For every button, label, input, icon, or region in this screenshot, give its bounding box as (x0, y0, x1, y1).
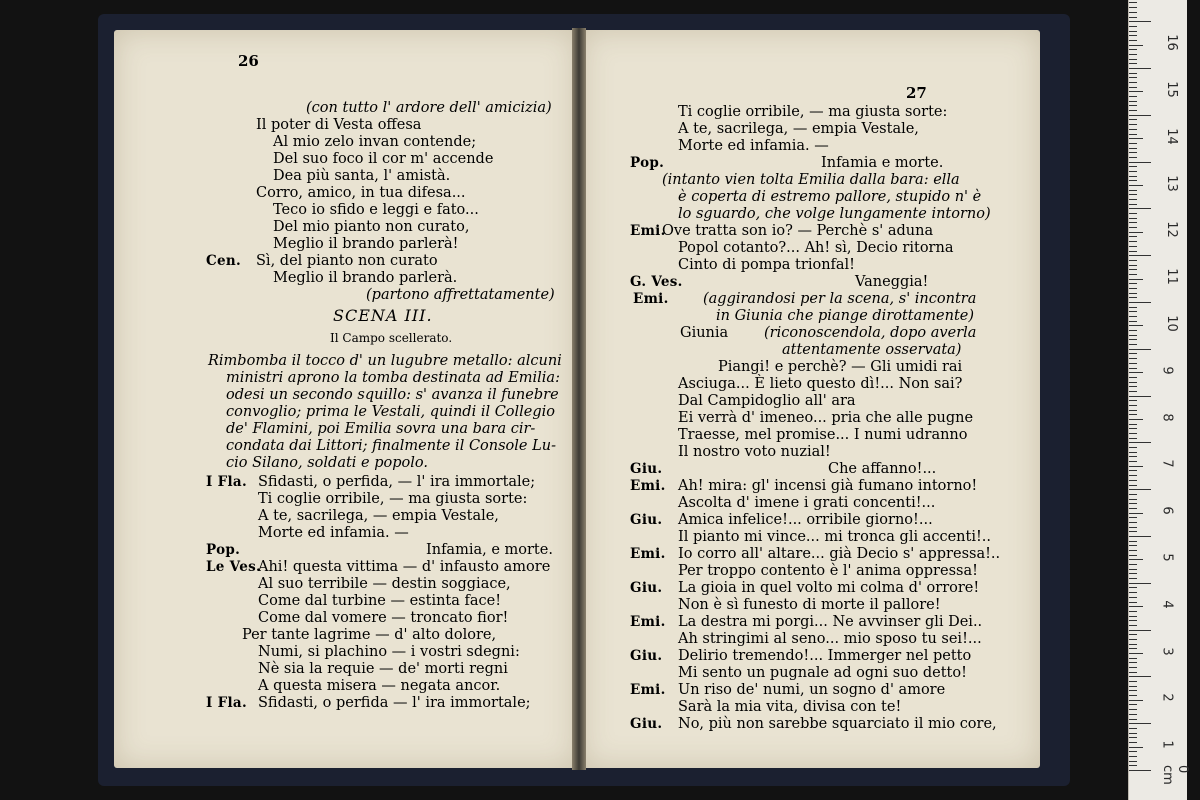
ruler-tick (1129, 21, 1151, 22)
ruler-tick (1129, 353, 1137, 354)
ruler-tick (1129, 709, 1137, 710)
speaker-label: Cen. (206, 253, 242, 269)
ruler-tick (1129, 330, 1137, 331)
ruler-tick (1129, 2, 1137, 3)
ruler-tick (1129, 690, 1137, 691)
ruler-tick (1129, 265, 1137, 266)
text-line: Cinto di pompa trionfal! (678, 257, 856, 273)
ruler-tick (1129, 475, 1137, 476)
ruler-tick (1129, 550, 1137, 551)
ruler-label: 8 (1159, 412, 1175, 422)
text-line: Teco io sfido e leggi e fato... (273, 202, 479, 218)
ruler-tick (1129, 625, 1137, 626)
ruler-tick (1129, 704, 1137, 705)
text-line: (riconoscendola, dopo averla (764, 325, 977, 341)
text-line: Giunia (680, 325, 729, 341)
scene-setting: Il Campo scellerato. (330, 331, 453, 345)
speaker-label: Emi. (630, 682, 666, 698)
ruler-tick (1129, 166, 1137, 167)
ruler-tick (1129, 386, 1137, 387)
ruler-tick (1129, 494, 1137, 495)
ruler-tick (1129, 545, 1137, 546)
text-line: Al suo terribile — destin soggiace, (258, 576, 511, 592)
speaker-label: Emi. (630, 223, 666, 239)
text-line: Per tante lagrime — d' alto dolore, (242, 627, 497, 643)
ruler-tick (1129, 686, 1137, 687)
ruler-tick (1129, 639, 1137, 640)
ruler-tick (1129, 17, 1137, 18)
ruler-tick (1129, 442, 1151, 443)
text-line: Come dal vomere — troncato fior! (258, 610, 509, 626)
text-line: Asciuga... È lieto questo dì!... Non sai? (678, 376, 963, 392)
ruler-tick (1129, 40, 1137, 41)
ruler-tick (1129, 648, 1137, 649)
text-line: convoglio; prima le Vestali, quindi il Collegio (226, 404, 556, 420)
ruler-tick (1129, 232, 1143, 233)
ruler-label: 1 (1159, 740, 1175, 749)
ruler-tick (1129, 96, 1137, 97)
ruler-tick (1129, 527, 1137, 528)
ruler-tick (1129, 344, 1137, 345)
ruler-tick (1129, 672, 1137, 673)
text-line: Corro, amico, in tua difesa... (256, 185, 466, 201)
ruler-tick (1129, 208, 1151, 209)
ruler-tick (1129, 737, 1137, 738)
text-line: Meglio il brando parlerà! (273, 236, 459, 252)
text-line: Ti coglie orribile, — ma giusta sorte: (678, 104, 948, 120)
ruler-tick (1129, 251, 1137, 252)
speaker-label: Giu. (630, 648, 663, 664)
ruler-tick (1129, 541, 1137, 542)
ruler-tick (1129, 719, 1137, 720)
ruler-tick (1129, 765, 1137, 766)
speaker-label: Giu. (630, 580, 663, 596)
ruler-tick (1129, 148, 1137, 149)
ruler-tick (1129, 480, 1137, 481)
speaker-label: Emi. (630, 546, 666, 562)
ruler-label: 13 (1163, 174, 1179, 192)
ruler-tick (1129, 279, 1143, 280)
ruler-tick (1129, 26, 1137, 27)
ruler-tick (1129, 513, 1143, 514)
ruler-label: 16 (1163, 34, 1179, 51)
right-page-number: 27 (906, 84, 927, 102)
ruler-tick (1129, 616, 1137, 617)
ruler-tick (1129, 555, 1137, 556)
ruler-tick (1129, 68, 1151, 69)
ruler-label: 9 (1159, 366, 1175, 375)
scene-title: SCENA III. (333, 306, 433, 325)
ruler-tick (1129, 770, 1151, 771)
ruler-tick (1129, 372, 1143, 373)
ruler-tick (1129, 321, 1137, 322)
text-line: Io corro all' altare... già Decio s' appressa!.. (678, 546, 1001, 562)
text-line: La destra mi porgi... Ne avvinser gli Dei.. (678, 614, 983, 630)
ruler-tick (1129, 382, 1137, 383)
ruler-tick (1129, 222, 1137, 223)
ruler-tick (1129, 274, 1137, 275)
ruler-tick (1129, 410, 1137, 411)
ruler-tick (1129, 405, 1137, 406)
ruler-tick (1129, 653, 1143, 654)
ruler-tick (1129, 447, 1137, 448)
text-line: Ove tratta son io? — Perchè s' aduna (662, 223, 934, 239)
ruler-tick (1129, 728, 1137, 729)
text-line: (con tutto l' ardore dell' amicizia) (306, 100, 552, 116)
ruler-tick (1129, 269, 1137, 270)
ruler-tick (1129, 747, 1143, 748)
ruler-tick (1129, 583, 1151, 584)
ruler-label: 10 (1163, 315, 1179, 332)
ruler-tick (1129, 283, 1137, 284)
text-line: Morte ed infamia. — (678, 138, 829, 154)
text-line: ministri aprono la tomba destinata ad Emilia: (226, 370, 560, 386)
ruler-tick (1129, 667, 1137, 668)
text-line: Del mio pianto non curato, (273, 219, 470, 235)
speaker-label: I Fla. (206, 695, 247, 711)
text-line: (aggirandosi per la scena, s' incontra (703, 291, 977, 307)
ruler-tick (1129, 634, 1137, 635)
ruler-tick (1129, 611, 1137, 612)
speaker-label: Giu. (630, 512, 663, 528)
ruler-tick (1129, 358, 1137, 359)
ruler-tick (1129, 63, 1137, 64)
ruler-label: 0 cm (1160, 765, 1190, 785)
ruler-tick (1129, 35, 1137, 36)
speaker-label: I Fla. (206, 474, 247, 490)
ruler-tick (1129, 246, 1137, 247)
text-line: Infamia, e morte. (426, 542, 553, 558)
ruler-tick (1129, 87, 1137, 88)
ruler-tick (1129, 522, 1137, 523)
ruler-tick (1129, 45, 1143, 46)
text-line: Un riso de' numi, un sogno d' amore (678, 682, 946, 698)
ruler-tick (1129, 377, 1137, 378)
text-line: Morte ed infamia. — (258, 525, 409, 541)
ruler-tick (1129, 12, 1137, 13)
ruler-tick (1129, 587, 1137, 588)
ruler-tick (1129, 157, 1137, 158)
text-line: attentamente osservata) (782, 342, 962, 358)
ruler-label: 5 (1159, 553, 1175, 562)
ruler-label: 2 (1159, 693, 1175, 703)
text-line: Ahi! questa vittima — d' infausto amore (258, 559, 551, 575)
speaker-label: G. Ves. (630, 274, 683, 290)
ruler-label: 11 (1163, 268, 1179, 285)
ruler-tick (1129, 700, 1143, 701)
text-line: lo sguardo, che volge lungamente intorno) (678, 206, 991, 222)
ruler-tick (1129, 396, 1151, 397)
text-line: Del suo foco il cor m' accende (273, 151, 494, 167)
text-line: Popol cotanto?... Ah! sì, Decio ritorna (678, 240, 954, 256)
ruler-tick (1129, 115, 1151, 116)
ruler-tick (1129, 751, 1137, 752)
ruler-tick (1129, 54, 1137, 55)
ruler-tick (1129, 742, 1137, 743)
ruler-label: 3 (1159, 646, 1175, 656)
text-line: Non è sì funesto di morte il pallore! (678, 597, 941, 613)
ruler-tick (1129, 592, 1137, 593)
ruler-tick (1129, 162, 1151, 163)
text-line: Piangi! e perchè? — Gli umidi rai (718, 359, 963, 375)
text-line: è coperta di estremo pallore, stupido n' è (678, 189, 982, 205)
ruler-tick (1129, 325, 1143, 326)
ruler-tick (1129, 695, 1137, 696)
ruler-tick (1129, 564, 1137, 565)
ruler-tick (1129, 134, 1137, 135)
ruler-tick (1129, 49, 1137, 50)
speaker-label: Emi. (633, 291, 669, 307)
text-line: Sarà la mia vita, divisa con te! (678, 699, 902, 715)
speaker-label: Giu. (630, 461, 663, 477)
ruler-label: 6 (1159, 506, 1175, 515)
ruler-tick (1129, 644, 1137, 645)
ruler-tick (1129, 213, 1137, 214)
speaker-label: Le Ves. (206, 559, 262, 575)
ruler-tick (1129, 339, 1137, 340)
ruler-tick (1129, 176, 1137, 177)
text-line: Vaneggia! (855, 274, 929, 290)
ruler-tick (1129, 227, 1137, 228)
ruler-tick (1129, 733, 1137, 734)
ruler-label: 12 (1163, 221, 1179, 239)
ruler-tick (1129, 676, 1151, 677)
left-page-number: 26 (238, 52, 259, 70)
ruler-tick (1129, 255, 1151, 256)
ruler-tick (1129, 714, 1137, 715)
ruler-tick (1129, 414, 1137, 415)
ruler-tick (1129, 349, 1151, 350)
ruler-tick (1129, 452, 1137, 453)
text-line: in Giunia che piange dirottamente) (716, 308, 975, 324)
ruler-tick (1129, 185, 1143, 186)
text-line: Rimbomba il tocco d' un lugubre metallo: alcuni (208, 353, 562, 369)
ruler-tick (1129, 400, 1137, 401)
ruler-tick (1129, 662, 1137, 663)
text-line: Traesse, mel promise... I numi udranno (678, 427, 968, 443)
ruler-tick (1129, 91, 1143, 92)
ruler-tick (1129, 606, 1143, 607)
ruler-tick (1129, 461, 1137, 462)
ruler-tick (1129, 31, 1137, 32)
ruler-tick (1129, 433, 1137, 434)
text-line: Dal Campidoglio all' ara (678, 393, 856, 409)
ruler-tick (1129, 288, 1137, 289)
ruler-tick (1129, 7, 1137, 8)
text-line: condata dai Littori; finalmente il Console Lu- (226, 438, 556, 454)
text-line: Che affanno!... (828, 461, 937, 477)
ruler-tick (1129, 681, 1137, 682)
ruler-tick (1129, 82, 1137, 83)
text-line: Amica infelice!... orribile giorno!... (678, 512, 933, 528)
speaker-label: Emi. (630, 614, 666, 630)
ruler-tick (1129, 630, 1151, 631)
speaker-label: Pop. (630, 155, 665, 171)
ruler-tick (1129, 101, 1137, 102)
text-line: Dea più santa, l' amistà. (273, 168, 451, 184)
text-line: Ei verrà d' imeneo... pria che alle pugne (678, 410, 974, 426)
ruler-tick (1129, 723, 1151, 724)
ruler-tick (1129, 293, 1137, 294)
ruler-tick (1129, 424, 1137, 425)
text-line: La gioia in quel volto mi colma d' orrore! (678, 580, 980, 596)
ruler-tick (1129, 194, 1137, 195)
ruler-tick (1129, 199, 1137, 200)
ruler-tick (1129, 138, 1143, 139)
ruler-tick (1129, 428, 1137, 429)
text-line: Nè sia la requie — de' morti regni (258, 661, 508, 677)
ruler-tick (1129, 119, 1137, 120)
ruler-tick (1129, 307, 1137, 308)
text-line: Sì, del pianto non curato (256, 253, 438, 269)
text-line: cio Silano, soldati e popolo. (226, 455, 428, 471)
text-line: Meglio il brando parlerà. (273, 270, 458, 286)
ruler-tick (1129, 218, 1137, 219)
text-line: Come dal turbine — estinta face! (258, 593, 502, 609)
text-line: Il poter di Vesta offesa (256, 117, 422, 133)
ruler-tick (1129, 236, 1137, 237)
ruler-tick (1129, 311, 1137, 312)
text-line: Al mio zelo invan contende; (273, 134, 477, 150)
ruler-tick (1129, 190, 1137, 191)
ruler-tick (1129, 171, 1137, 172)
text-line: A te, sacrilega, — empia Vestale, (678, 121, 919, 137)
ruler-tick (1129, 620, 1137, 621)
ruler-tick (1129, 152, 1137, 153)
ruler-tick (1129, 531, 1137, 532)
ruler-tick (1129, 756, 1137, 757)
ruler-tick (1129, 73, 1137, 74)
ruler-tick (1129, 658, 1137, 659)
ruler-tick (1129, 761, 1137, 762)
text-line: odesi un secondo squillo: s' avanza il funebre (226, 387, 559, 403)
ruler-tick (1129, 105, 1137, 106)
book-gutter (572, 28, 586, 770)
text-line: Ascolta d' imene i grati concenti!... (678, 495, 936, 511)
ruler-tick (1129, 204, 1137, 205)
ruler-tick (1129, 129, 1137, 130)
text-line: Sfidasti, o perfida — l' ira immortale; (258, 695, 531, 711)
ruler-tick (1129, 302, 1151, 303)
ruler-tick (1129, 391, 1137, 392)
ruler-label: 7 (1159, 459, 1175, 469)
ruler-tick (1129, 438, 1137, 439)
text-line: Infamia e morte. (821, 155, 944, 171)
text-line: Ti coglie orribile, — ma giusta sorte: (258, 491, 528, 507)
text-line: Ah stringimi al seno... mio sposo tu sei!... (678, 631, 982, 647)
ruler-label: 15 (1163, 81, 1179, 98)
text-line: de' Flamini, poi Emilia sovra una bara cir- (226, 421, 536, 437)
ruler-tick (1129, 143, 1137, 144)
ruler-label: 4 (1159, 600, 1175, 609)
ruler-tick (1129, 578, 1137, 579)
ruler-tick (1129, 180, 1137, 181)
ruler-tick (1129, 297, 1137, 298)
text-line: Il pianto mi vince... mi tronca gli accenti!.. (678, 529, 992, 545)
ruler-tick (1129, 559, 1143, 560)
ruler-tick (1129, 508, 1137, 509)
text-line: Mi sento un pugnale ad ogni suo detto! (678, 665, 967, 681)
ruler-tick (1129, 602, 1137, 603)
text-line: Per troppo contento è l' anima oppressa! (678, 563, 978, 579)
ruler-tick (1129, 335, 1137, 336)
ruler-tick (1129, 241, 1137, 242)
measuring-ruler (1128, 0, 1190, 800)
text-line: Delirio tremendo!... Immerger nel petto (678, 648, 972, 664)
speaker-label: Emi. (630, 478, 666, 494)
ruler-tick (1129, 503, 1137, 504)
text-line: Ah! mira: gl' incensi già fumano intorno! (678, 478, 978, 494)
ruler-tick (1129, 517, 1137, 518)
ruler-tick (1129, 316, 1137, 317)
ruler-tick (1129, 419, 1143, 420)
text-line: No, più non sarebbe squarciato il mio core, (678, 716, 997, 732)
ruler-tick (1129, 597, 1137, 598)
ruler-tick (1129, 124, 1137, 125)
ruler-tick (1129, 77, 1137, 78)
ruler-label: 14 (1163, 128, 1179, 145)
ruler-tick (1129, 536, 1151, 537)
speaker-label: Giu. (630, 716, 663, 732)
ruler-tick (1129, 489, 1151, 490)
ruler-tick (1129, 499, 1137, 500)
ruler-tick (1129, 110, 1137, 111)
ruler-tick (1129, 466, 1143, 467)
ruler-tick (1129, 456, 1137, 457)
ruler-tick (1129, 569, 1137, 570)
ruler-tick (1129, 59, 1137, 60)
ruler-tick (1129, 485, 1137, 486)
text-line: Sfidasti, o perfida, — l' ira immortale; (258, 474, 536, 490)
text-line: A te, sacrilega, — empia Vestale, (258, 508, 499, 524)
text-line: Il nostro voto nuzial! (678, 444, 831, 460)
text-line: (partono affrettatamente) (366, 287, 555, 303)
speaker-label: Pop. (206, 542, 241, 558)
ruler-tick (1129, 470, 1137, 471)
text-line: A questa misera — negata ancor. (258, 678, 501, 694)
ruler-tick (1129, 260, 1137, 261)
ruler-tick (1129, 573, 1137, 574)
ruler-tick (1129, 363, 1137, 364)
ruler-tick (1129, 368, 1137, 369)
text-line: (intanto vien tolta Emilia dalla bara: ella (662, 172, 960, 188)
text-line: Numi, si plachino — i vostri sdegni: (258, 644, 520, 660)
